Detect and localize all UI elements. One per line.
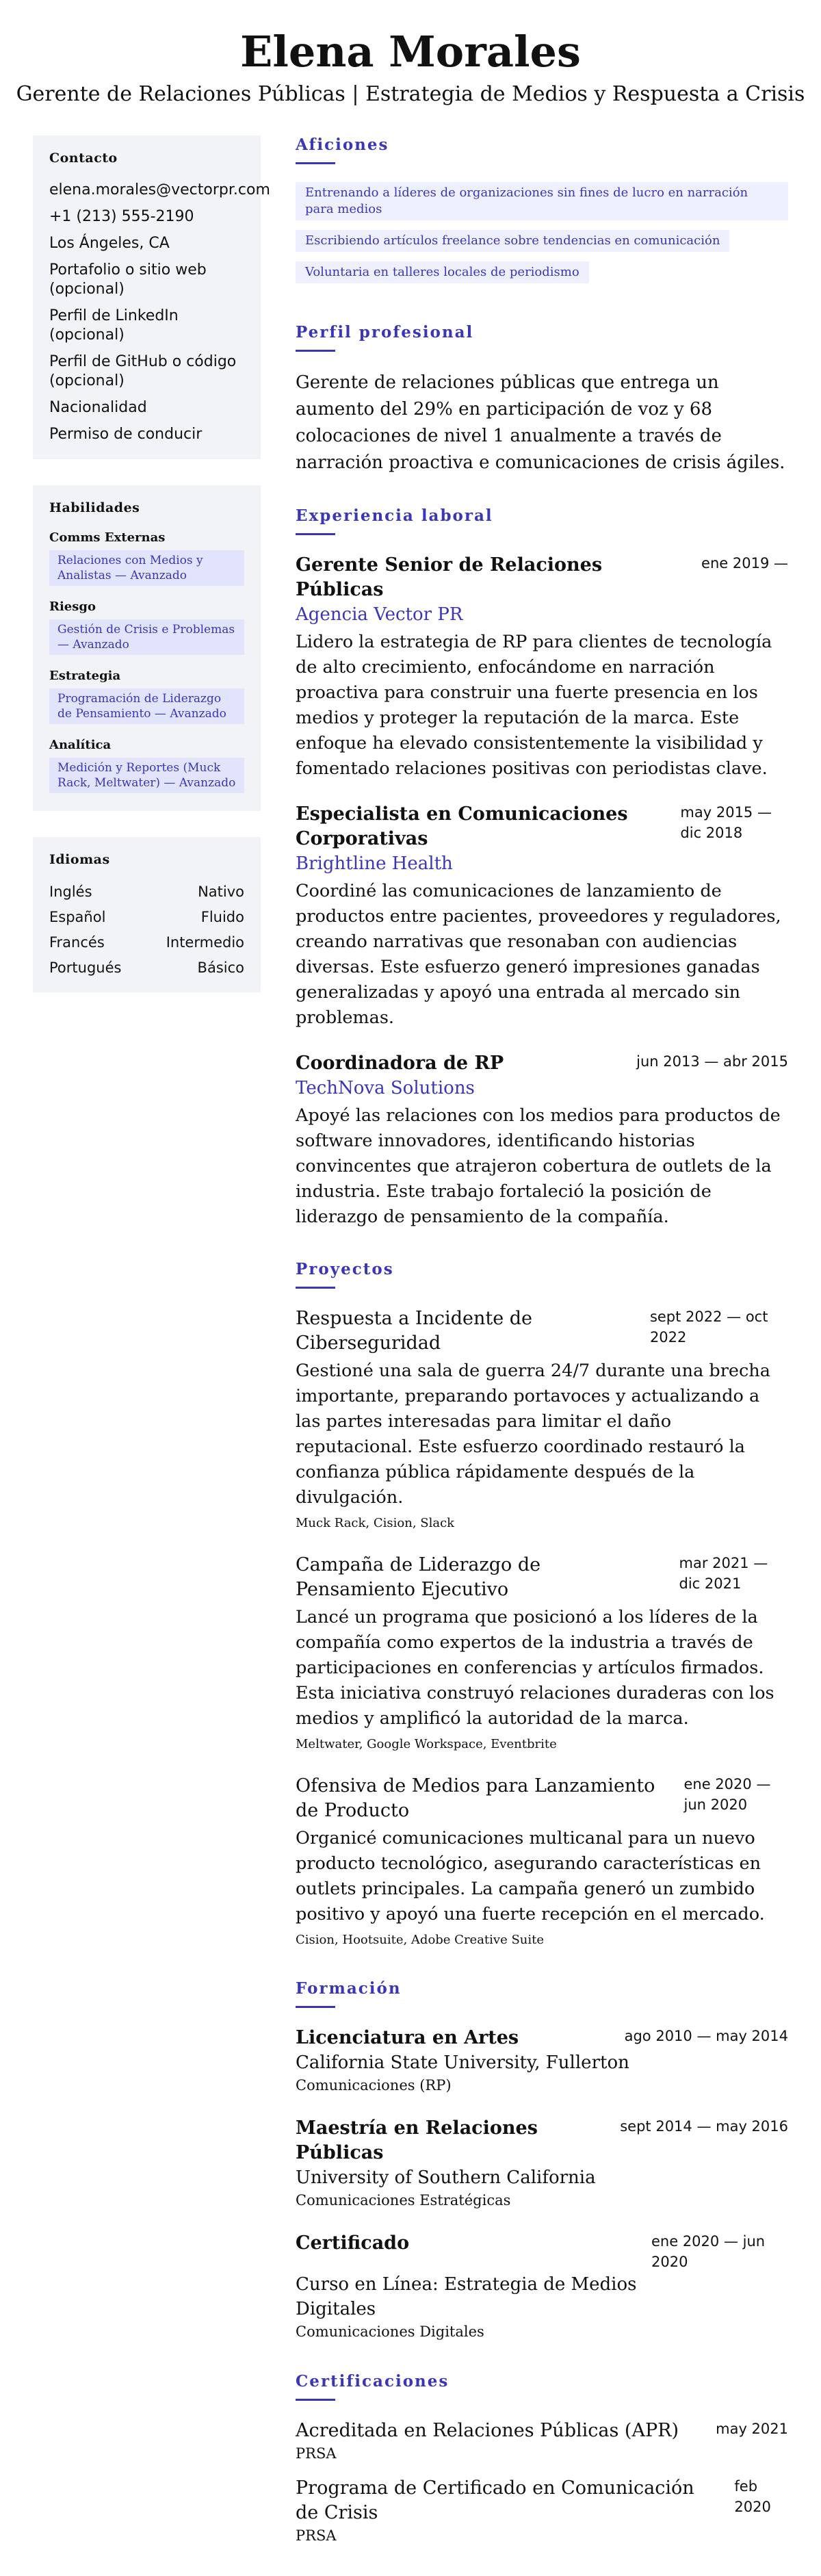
project-entry: [296, 1774, 788, 1949]
degree-name: Licenciatura en Artes: [296, 2027, 519, 2048]
certification-entry: [296, 2419, 788, 2464]
section-divider: [296, 533, 335, 535]
field-of-study: Comunicaciones Digitales: [296, 2323, 484, 2340]
languages-card: [33, 837, 261, 992]
job-dates: ene 2019 —: [701, 555, 788, 571]
certification-name: Programa de Certificado en Comunicación de Crisis: [296, 2477, 694, 2523]
degree-name: Certificado: [296, 2232, 410, 2254]
headline: Gerente de Relaciones Públicas | Estrategia de Medios y Respuesta a Crisis: [16, 82, 805, 106]
education-entry: [296, 2116, 788, 2211]
language-name: Español: [49, 909, 106, 925]
job-description: Apoyé las relaciones con los medios para productos de software innovadores, identificando historias convincentes que atrajeron cobertura de outlets de la industria. Este trabajo fortaleció la posición de liderazgo de pensamiento de la compañía.: [296, 1105, 781, 1227]
field-of-study: Comunicaciones (RP): [296, 2077, 452, 2094]
contact-title: Contacto: [49, 151, 118, 166]
contact-nationality: Nacionalidad: [49, 399, 147, 416]
skill-category: Analítica: [49, 738, 112, 752]
company-name: Agencia Vector PR: [296, 604, 463, 625]
skill-tag: Relaciones con Medios y Analistas — Avanzado: [49, 550, 244, 586]
job-dates: jun 2013 — abr 2015: [636, 1053, 788, 1070]
job-description: Lidero la estrategia de RP para clientes de tecnología de alto crecimiento, enfocándome en narración proactiva para construir una fuerte presencia en los medios y proteger la reputación de la marca. Este enfoque ha elevado consistentemente la visibilidad y fomentado relaciones positivas con periodistas clave.: [296, 632, 772, 779]
school-name: California State University, Fullerton: [296, 2052, 629, 2073]
project-dates: mar 2021 — dic 2021: [679, 1555, 768, 1592]
projects-section: [296, 1260, 788, 1949]
hobby-tag: Escribiendo artículos freelance sobre tendencias en comunicación: [296, 230, 729, 252]
section-divider: [296, 1287, 335, 1289]
project-name: Respuesta a Incidente de Ciberseguridad: [296, 1308, 533, 1354]
section-divider: [296, 2006, 335, 2008]
person-name: Elena Morales: [240, 27, 581, 77]
language-name: Portugués: [49, 959, 122, 976]
school-name: Curso en Línea: Estrategia de Medios Digitales: [296, 2274, 637, 2319]
skill-tag: Medición y Reportes (Muck Rack, Meltwater) — Avanzado: [49, 758, 244, 793]
project-description: Organicé comunicaciones multicanal para un nuevo producto tecnológico, asegurando características en outlets principales. La campaña generó un zumbido positivo y apoyó una fuerte recepción en el mercado.: [296, 1828, 765, 1924]
job-title: Gerente Senior de Relaciones Públicas: [296, 554, 603, 600]
experience-entry: [296, 802, 788, 1031]
hobby-tag: Voluntaria en talleres locales de periodismo: [296, 261, 589, 283]
language-level: Básico: [197, 959, 244, 976]
education-dates: ene 2020 — jun 2020: [651, 2233, 766, 2270]
section-title: Certificaciones: [296, 2372, 449, 2391]
skill-category: Estrategia: [49, 669, 121, 683]
section-title: Formación: [296, 1979, 402, 1998]
project-entry: [296, 1306, 788, 1532]
profile-summary: Gerente de relaciones públicas que entrega un aumento del 29% en participación de voz y 68 colocaciones de nivel 1 anualmente a través de narración proactiva e comunicaciones de crisis ágiles.: [296, 372, 785, 473]
job-title: Coordinadora de RP: [296, 1053, 504, 1074]
languages-title: Idiomas: [49, 852, 110, 867]
job-description: Coordiné las comunicaciones de lanzamiento de productos entre pacientes, proveedores y reguladores, creando narrativas que resonaban con audiencias diversas. Este esfuerzo generó impresiones ganadas generalizadas y apoyó una entrada al mercado sin problemas.: [296, 881, 781, 1028]
job-title: Especialista en Comunicaciones Corporativas: [296, 803, 628, 849]
project-tools: Cision, Hootsuite, Adobe Creative Suite: [296, 1933, 545, 1947]
certifications-section: [296, 2372, 788, 2546]
skill-tag: Gestión de Crisis e Problemas — Avanzado: [49, 619, 244, 655]
experience-entry: [296, 1051, 788, 1230]
experience-section: [296, 506, 788, 1230]
certification-entry: [296, 2476, 788, 2546]
section-title: Perfil profesional: [296, 323, 474, 342]
hobbies-section: [296, 136, 788, 293]
skill-tag: Programación de Liderazgo de Pensamiento — Avanzado: [49, 688, 244, 724]
contact-license: Permiso de conducir: [49, 426, 203, 443]
contact-email[interactable]: elena.morales@vectorpr.com: [49, 181, 270, 198]
project-name: Campaña de Liderazgo de Pensamiento Ejecutivo: [296, 1554, 541, 1600]
education-entry: [296, 2026, 788, 2096]
hobby-tag: Entrenando a líderes de organizaciones sin fines de lucro en narración para medios: [296, 182, 788, 220]
skills-title: Habilidades: [49, 500, 140, 515]
language-level: Fluido: [200, 909, 244, 925]
field-of-study: Comunicaciones Estratégicas: [296, 2192, 511, 2208]
company-name: Brightline Health: [296, 853, 453, 874]
section-title: Proyectos: [296, 1260, 394, 1278]
language-level: Nativo: [198, 884, 244, 900]
profile-section: [296, 323, 788, 476]
job-dates: may 2015 — dic 2018: [680, 804, 772, 841]
company-name: TechNova Solutions: [296, 1078, 475, 1098]
language-row: [49, 958, 244, 977]
project-description: Gestioné una sala de guerra 24/7 durante una brecha importante, preparando portavoces y actualizando a las partes interesadas para limitar el daño reputacional. Este esfuerzo coordinado restauró la confianza pública rápidamente después de la divulgación.: [296, 1361, 770, 1508]
education-section: [296, 1979, 788, 2342]
section-divider: [296, 350, 335, 352]
contact-github[interactable]: Perfil de GitHub o código (opcional): [49, 353, 237, 389]
contact-card: [33, 136, 270, 459]
resume-header: [0, 0, 821, 108]
certification-issuer: PRSA: [296, 2527, 337, 2544]
degree-name: Maestría en Relaciones Públicas: [296, 2117, 538, 2163]
contact-location: Los Ángeles, CA: [49, 235, 170, 252]
project-tools: Muck Rack, Cision, Slack: [296, 1516, 455, 1530]
project-description: Lancé un programa que posicionó a los líderes de la compañía como expertos de la industria a través de participaciones en conferencias y artículos firmados. Esta iniciativa construyó relaciones duraderas con los medios y amplificó la autoridad de la marca.: [296, 1607, 774, 1729]
section-title: Aficiones: [296, 136, 389, 154]
skill-category: Comms Externas: [49, 530, 166, 545]
project-name: Ofensiva de Medios para Lanzamiento de Producto: [296, 1775, 655, 1821]
contact-portfolio[interactable]: Portafolio o sitio web (opcional): [49, 261, 207, 298]
language-row: [49, 907, 244, 927]
language-name: Inglés: [49, 884, 92, 900]
section-divider: [296, 2399, 335, 2401]
section-title: Experiencia laboral: [296, 506, 493, 525]
section-divider: [296, 162, 335, 164]
language-name: Francés: [49, 934, 105, 951]
project-entry: [296, 1553, 788, 1753]
certification-issuer: PRSA: [296, 2445, 337, 2462]
sidebar: [33, 136, 270, 1018]
certification-date: may 2021: [716, 2421, 788, 2437]
contact-phone[interactable]: +1 (213) 555-2190: [49, 208, 194, 225]
contact-linkedin[interactable]: Perfil de LinkedIn (opcional): [49, 307, 179, 344]
project-tools: Meltwater, Google Workspace, Eventbrite: [296, 1737, 557, 1751]
experience-entry: [296, 553, 788, 782]
certification-name: Acreditada en Relaciones Públicas (APR): [296, 2420, 679, 2441]
language-row: [49, 882, 244, 901]
project-dates: ene 2020 — jun 2020: [683, 1776, 771, 1813]
language-row: [49, 933, 244, 952]
certification-date: feb 2020: [734, 2478, 771, 2515]
skills-card: [33, 485, 261, 811]
skill-category: Riesgo: [49, 600, 96, 614]
school-name: University of Southern California: [296, 2167, 596, 2188]
education-dates: ago 2010 — may 2014: [624, 2028, 788, 2044]
project-dates: sept 2022 — oct 2022: [649, 1309, 768, 1345]
main-column: [296, 136, 788, 2576]
language-level: Intermedio: [166, 934, 244, 951]
education-dates: sept 2014 — may 2016: [620, 2118, 788, 2135]
education-entry: [296, 2231, 788, 2342]
